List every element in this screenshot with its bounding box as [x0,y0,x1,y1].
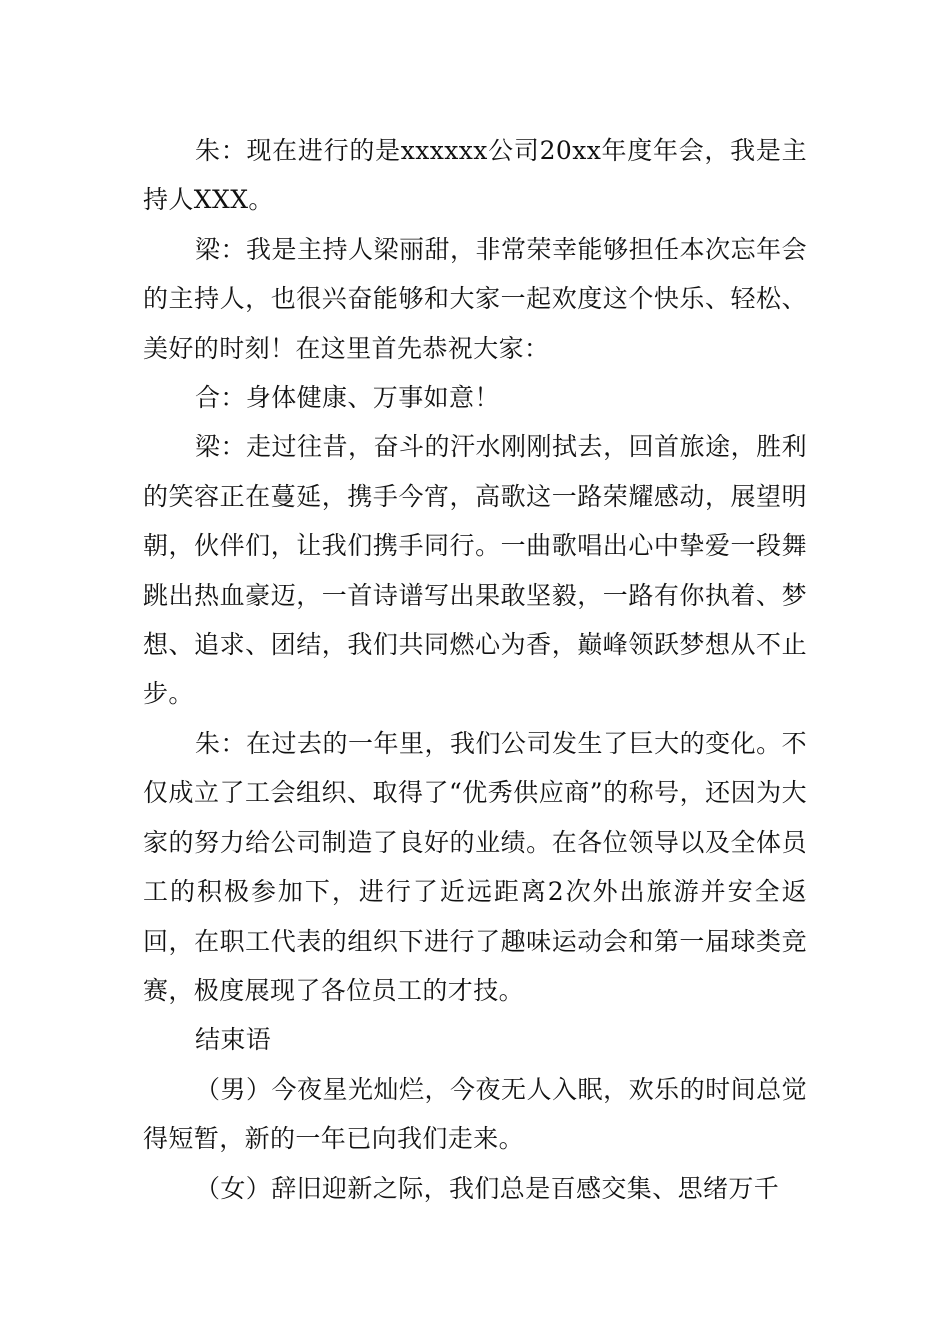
section-heading-closing: 结束语 [195,1025,272,1055]
paragraph-host-liang-intro: 梁：我是主持人梁丽甜，非常荣幸能够担任本次忘年会的主持人，也很兴奋能够和大家一起欢度这个快乐、轻松、美好的时刻！在这里首先恭祝大家： [143,234,807,363]
paragraph-host-zhu-opening: 朱：现在进行的是xxxxxx公司20xx年度年会，我是主持人XXX。 [143,136,807,215]
paragraph-together-wishes: 合：身体健康、万事如意！ [195,383,500,413]
paragraph-female-closing: （女）辞旧迎新之际，我们总是百感交集、思绪万千 [195,1173,780,1203]
paragraph-host-zhu-year-summary: 朱：在过去的一年里，我们公司发生了巨大的变化。不仅成立了工会组织、取得了“优秀供应商”的称号，还因为大家的努力给公司制造了良好的业绩。在各位领导以及全体员工的积极参加下，进行了近远距离2次外出旅游并安全返回，在职工代表的组织下进行了趣味运动会和第一届球类竞赛，极度展现了各位员工的才技。 [143,728,807,1005]
document-body [143,126,807,1213]
paragraph-male-closing: （男）今夜星光灿烂，今夜无人入眠，欢乐的时间总觉得短暂，新的一年已向我们走来。 [143,1074,807,1154]
paragraph-host-liang-review: 梁：走过往昔，奋斗的汗水刚刚拭去，回首旅途，胜利的笑容正在蔓延，携手今宵，高歌这一路荣耀感动，展望明朝，伙伴们，让我们携手同行。一曲歌唱出心中挚爱一段舞跳出热血豪迈，一首诗谱写出果敢坚毅，一路有你执着、梦想、追求、团结，我们共同燃心为香，巅峰领跃梦想从不止步。 [143,432,807,709]
